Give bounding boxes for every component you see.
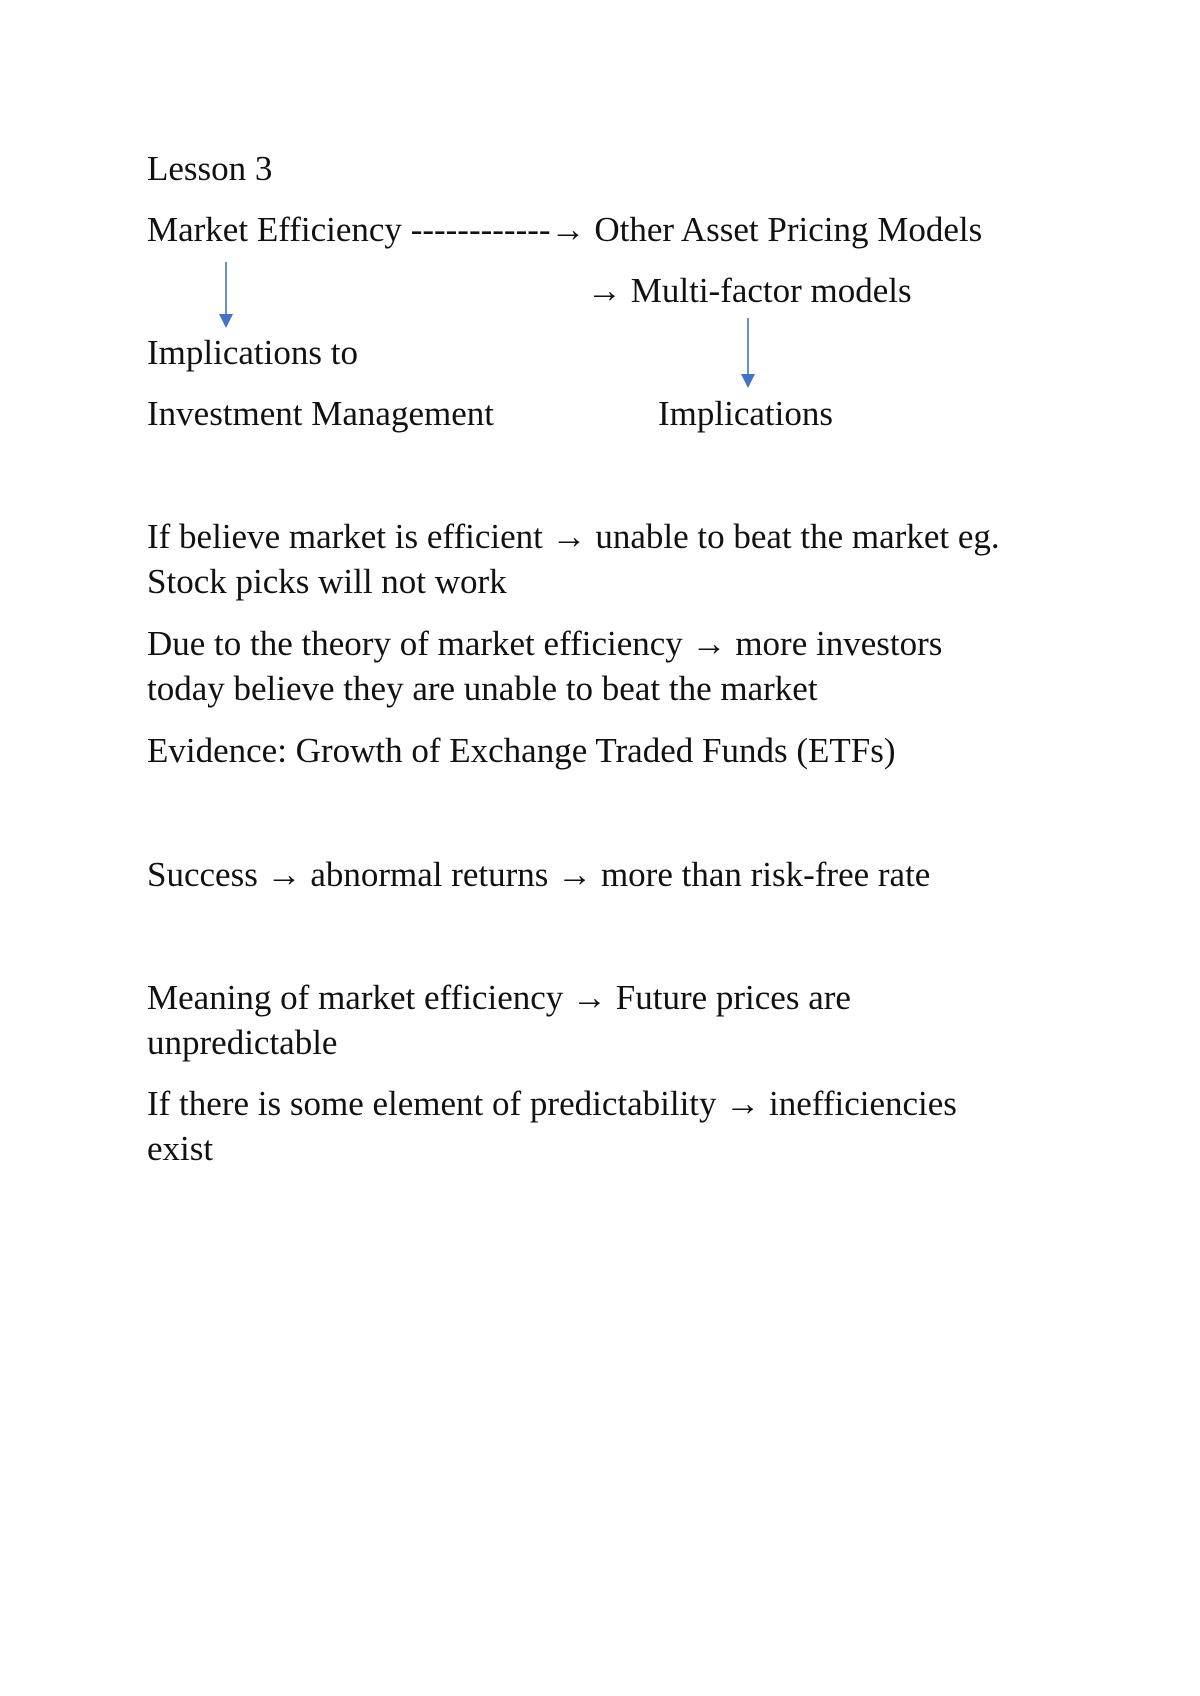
note-text: more investors today believe they are unable to beat the market	[147, 624, 943, 708]
lesson-title: Lesson 3	[147, 149, 273, 188]
note-text: Success	[147, 855, 258, 894]
note-text: abnormal returns	[310, 855, 549, 894]
right-arrow-icon: →	[266, 855, 302, 894]
note-paragraph-6	[147, 1081, 1007, 1171]
note-text: Meaning of market efficiency	[147, 978, 564, 1017]
note-text: inefficiencies exist	[147, 1084, 957, 1168]
other-asset-pricing-models-label: Other Asset Pricing Models	[594, 210, 983, 249]
note-paragraph-1	[147, 514, 1047, 604]
note-text: If there is some element of predictability	[147, 1084, 717, 1123]
note-text: unable to beat the market eg. Stock picks will not work	[147, 517, 1000, 601]
right-arrow-icon: →	[557, 855, 593, 894]
note-text: Due to the theory of market efficiency	[147, 624, 683, 663]
dashed-connector: ------------	[410, 210, 551, 249]
right-arrow-icon: →	[587, 271, 622, 310]
implications-left-line1: Implications to	[147, 333, 358, 372]
implications-left-line2: Investment Management	[147, 394, 494, 433]
note-paragraph-4	[147, 852, 930, 897]
right-arrow-icon: →	[691, 624, 727, 663]
multi-factor-line	[587, 268, 912, 313]
note-paragraph-3: Evidence: Growth of Exchange Traded Funds (ETFs)	[147, 731, 896, 770]
market-efficiency-line	[147, 207, 982, 252]
down-arrow-right-icon	[740, 318, 760, 392]
right-arrow-icon: →	[725, 1084, 761, 1123]
right-arrow-icon: →	[550, 210, 586, 249]
right-arrow-icon: →	[572, 978, 608, 1017]
multi-factor-models-label: Multi-factor models	[630, 271, 912, 310]
note-text: If believe market is efficient	[147, 517, 543, 556]
down-arrow-left-icon	[218, 262, 238, 332]
implications-right-label: Implications	[658, 394, 833, 433]
note-paragraph-2	[147, 621, 1007, 711]
market-efficiency-label: Market Efficiency	[147, 210, 402, 249]
note-text: more than risk-free rate	[600, 855, 931, 894]
right-arrow-icon: →	[551, 517, 587, 556]
note-paragraph-5	[147, 975, 907, 1065]
note-text: Future prices are unpredictable	[147, 978, 851, 1062]
